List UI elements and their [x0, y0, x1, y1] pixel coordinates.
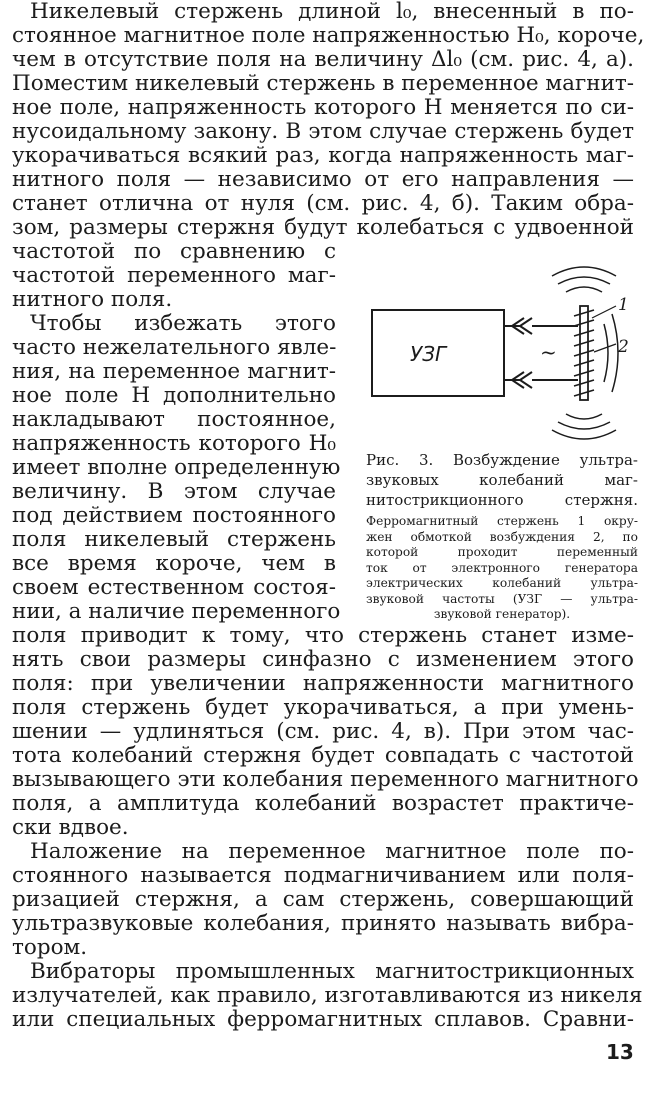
- sound-wave-bottom: [552, 430, 616, 439]
- text-line: тором.: [12, 935, 88, 960]
- text-line: напряженность которого H₀: [12, 431, 336, 456]
- magnetostrictive-diagram: [358, 258, 643, 448]
- sound-wave-bottom: [566, 414, 602, 419]
- text-line: поля, а амплитуда колебаний возрастет практиче-: [12, 791, 634, 816]
- text-line: нять свои размеры синфазно с изменением этого: [12, 647, 634, 672]
- alternating-symbol: ~: [540, 340, 557, 364]
- text-line: величину. В этом случае: [12, 479, 336, 504]
- text-line: поля никелевый стержень: [12, 527, 336, 552]
- figure-caption-body: Ферромагнитный стержень 1 окру-: [366, 514, 638, 528]
- text-line: Наложение на переменное магнитное поле по-: [30, 839, 634, 864]
- text-line: поля приводит к тому, что стержень станет изме-: [12, 623, 634, 648]
- figure-caption-body: ток от электронного генератора: [366, 560, 638, 575]
- label-rod: 1: [618, 295, 629, 315]
- text-line: нитного поля.: [12, 287, 173, 312]
- text-line: накладывают постоянное,: [12, 407, 336, 432]
- generator-label: УЗГ: [410, 342, 447, 366]
- figure-caption-title: Рис. 3. Возбуждение ультра-: [366, 451, 638, 469]
- text-line: тота колебаний стержня будет совпадать с частотой: [12, 743, 634, 768]
- figure-caption-body: которой проходит переменный: [366, 545, 638, 559]
- figure-caption-body: электрических колебаний ультра-: [366, 576, 638, 590]
- text-line: нусоидальному закону. В этом случае стержень будет: [12, 119, 634, 144]
- text-line: зом, размеры стержня будут колебаться с удвоенной: [12, 215, 634, 240]
- text-line: станет отлична от нуля (см. рис. 4, б). Таким обра-: [12, 191, 634, 216]
- text-line: стоянного называется подмагничиванием или поля-: [12, 863, 634, 888]
- text-line: Поместим никелевый стержень в переменное магнит-: [12, 71, 635, 96]
- label-winding: 2: [618, 337, 629, 357]
- text-line: ультразвуковые колебания, принято называть вибра-: [12, 911, 634, 936]
- sound-wave-bottom: [558, 422, 610, 429]
- text-line: шении — удлиняться (см. рис. 4, в). При этом час-: [12, 719, 634, 744]
- figure-caption-body: звуковой частоты (УЗГ — ультра-: [366, 591, 638, 606]
- sound-wave-top: [558, 277, 610, 284]
- text-line: поля стержень будет укорачиваться, а при умень-: [12, 695, 634, 720]
- text-line: Вибраторы промышленных магнитострикционных: [30, 959, 634, 984]
- text-line: излучателей, как правило, изготавливаются из никеля: [12, 983, 643, 1008]
- text-line: ризацией стержня, а сам стержень, совершающий: [12, 887, 634, 912]
- figure-caption-title: нитострикционного стержня.: [366, 491, 638, 509]
- text-line: вызывающего эти колебания переменного магнитного: [12, 767, 639, 792]
- text-line: под действием постоянного: [12, 503, 336, 528]
- text-line: ное поле H дополнительно: [12, 383, 336, 408]
- figure-caption-body: жен обмоткой возбуждения 2, по: [366, 529, 638, 544]
- sound-wave-right: [604, 324, 608, 382]
- text-line: нии, а наличие переменного: [12, 599, 341, 624]
- text-line: своем естественном состоя-: [12, 575, 336, 600]
- text-line: чем в отсутствие поля на величину Δl₀ (см. рис. 4, а).: [12, 47, 634, 72]
- text-line: ное поле, напряженность которого H меняется по си-: [12, 95, 634, 120]
- sound-wave-top: [552, 267, 616, 276]
- text-line: часто нежелательного явле-: [12, 335, 337, 360]
- text-line: Чтобы избежать этого: [30, 311, 336, 336]
- text-line: все время короче, чем в: [12, 551, 336, 576]
- text-line: или специальных ферромагнитных сплавов. Сравни-: [12, 1007, 634, 1032]
- figure-caption-body: звуковой генератор).: [433, 607, 571, 621]
- text-line: поля: при увеличении напряженности магнитного: [12, 671, 634, 696]
- sound-wave-top: [566, 287, 602, 292]
- text-line: частотой по сравнению с: [12, 239, 336, 264]
- figure-caption-title: звуковых колебаний маг-: [366, 471, 638, 489]
- text-line: стоянное магнитное поле напряженностью H₀, короче,: [12, 23, 645, 48]
- leader-line-2: [594, 344, 616, 352]
- excitation-winding: [574, 310, 594, 396]
- text-line: Никелевый стержень длиной l₀, внесенный в по-: [30, 0, 634, 24]
- text-line: ния, на переменное магнит-: [12, 359, 336, 384]
- text-line: нитного поля — независимо от его направления —: [12, 167, 634, 192]
- text-line: ски вдвое.: [12, 815, 129, 840]
- text-line: укорачиваться всякий раз, когда напряженность маг-: [12, 143, 634, 168]
- page-number: 13: [606, 1040, 634, 1064]
- text-line: имеет вполне определенную: [12, 455, 341, 480]
- text-line: частотой переменного маг-: [12, 263, 336, 288]
